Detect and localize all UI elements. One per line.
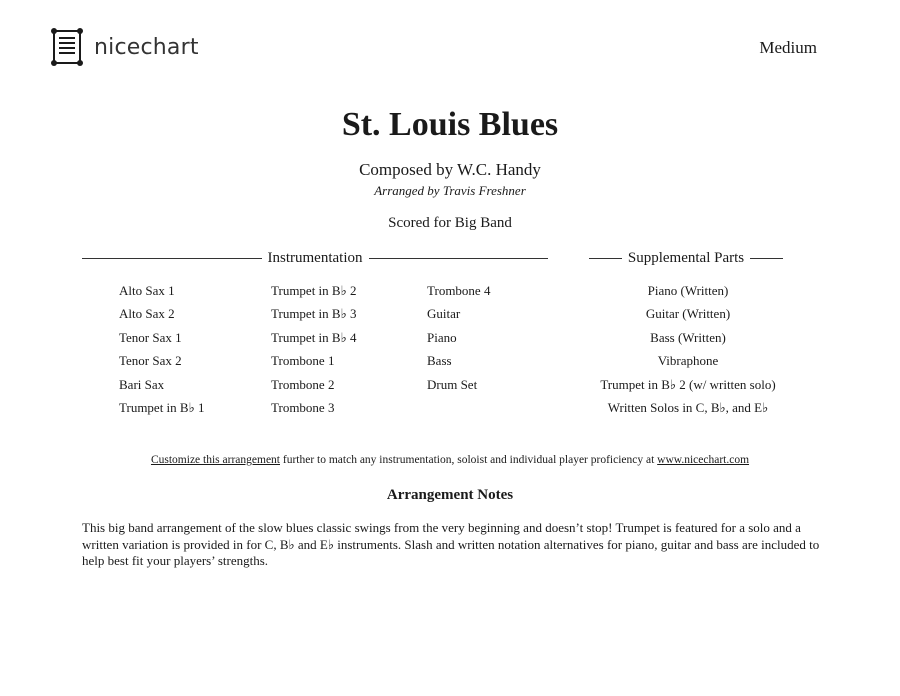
customize-text: further to match any instrumentation, soloist and individual player proficiency at [280, 454, 658, 466]
instrument-item: Alto Sax 2 [119, 306, 175, 322]
supplemental-item: Vibraphone [657, 353, 719, 369]
instrument-column-2 [271, 282, 356, 422]
brand-logo[interactable] [50, 28, 199, 66]
heading-rule-left [82, 258, 262, 259]
supplemental-item: Trumpet in B♭ 2 (w/ written solo) [600, 376, 776, 392]
supplemental-item: Piano (Written) [647, 283, 729, 298]
scored-for: Scored for Big Band [388, 215, 512, 231]
heading-rule-right [369, 258, 549, 259]
arranger-credit: Arranged by Travis Freshner [374, 183, 526, 198]
instrument-item: Guitar [427, 306, 461, 322]
instrument-item: Bari Sax [119, 376, 165, 392]
supplemental-list [586, 282, 790, 422]
customize-link[interactable]: Customize this arrangement [150, 454, 280, 466]
instrument-item: Drum Set [427, 376, 478, 392]
instrument-item: Trumpet in B♭ 3 [271, 306, 357, 322]
instrument-item: Tenor Sax 2 [119, 353, 182, 369]
brand-name: nicechart [94, 34, 199, 60]
nicechart-logo-icon [50, 28, 86, 66]
instrument-item: Trumpet in B♭ 4 [271, 329, 357, 345]
instrument-item: Trombone 2 [271, 376, 335, 392]
composer-credit: Composed by W.C. Handy [359, 160, 541, 179]
instrument-item: Trombone 4 [427, 283, 491, 298]
instrument-item: Alto Sax 1 [119, 283, 175, 298]
customize-line [0, 454, 900, 466]
page-title: St. Louis Blues [341, 106, 559, 143]
supplemental-item: Guitar (Written) [645, 306, 731, 322]
instrumentation-label: Instrumentation [267, 250, 363, 266]
instrument-item: Trombone 3 [271, 399, 335, 415]
instrument-item: Trombone 1 [271, 353, 335, 369]
arrangement-notes-heading: Arrangement Notes [386, 487, 514, 503]
instrument-column-1 [119, 282, 204, 422]
supplemental-label: Supplemental Parts [627, 250, 745, 266]
instrumentation-heading [82, 250, 548, 267]
instrument-item: Trumpet in B♭ 2 [271, 283, 357, 298]
supplemental-heading [589, 250, 783, 267]
website-link[interactable]: www.nicechart.com [657, 454, 750, 466]
difficulty-level: Medium [759, 38, 817, 57]
instrument-column-3 [427, 282, 490, 399]
instrument-item: Piano [427, 329, 457, 345]
supplemental-item: Written Solos in C, B♭, and E♭ [607, 399, 769, 415]
supplemental-item: Bass (Written) [650, 329, 726, 345]
instrument-item: Bass [427, 353, 452, 369]
instrument-item: Trumpet in B♭ 1 [119, 399, 205, 415]
arrangement-notes-body: This big band arrangement of the slow blues classic swings from the very beginning and doesn’t stop! Trumpet is featured for a solo and a written variation is provided in for C, B♭ and E♭ instruments. Slash and written notation alternatives for piano, guitar and bass are included to help best fit your players’ strengths. [82, 520, 820, 568]
heading-rule-right [750, 258, 783, 259]
heading-rule-left [589, 258, 622, 259]
instrument-item: Tenor Sax 1 [119, 329, 182, 345]
